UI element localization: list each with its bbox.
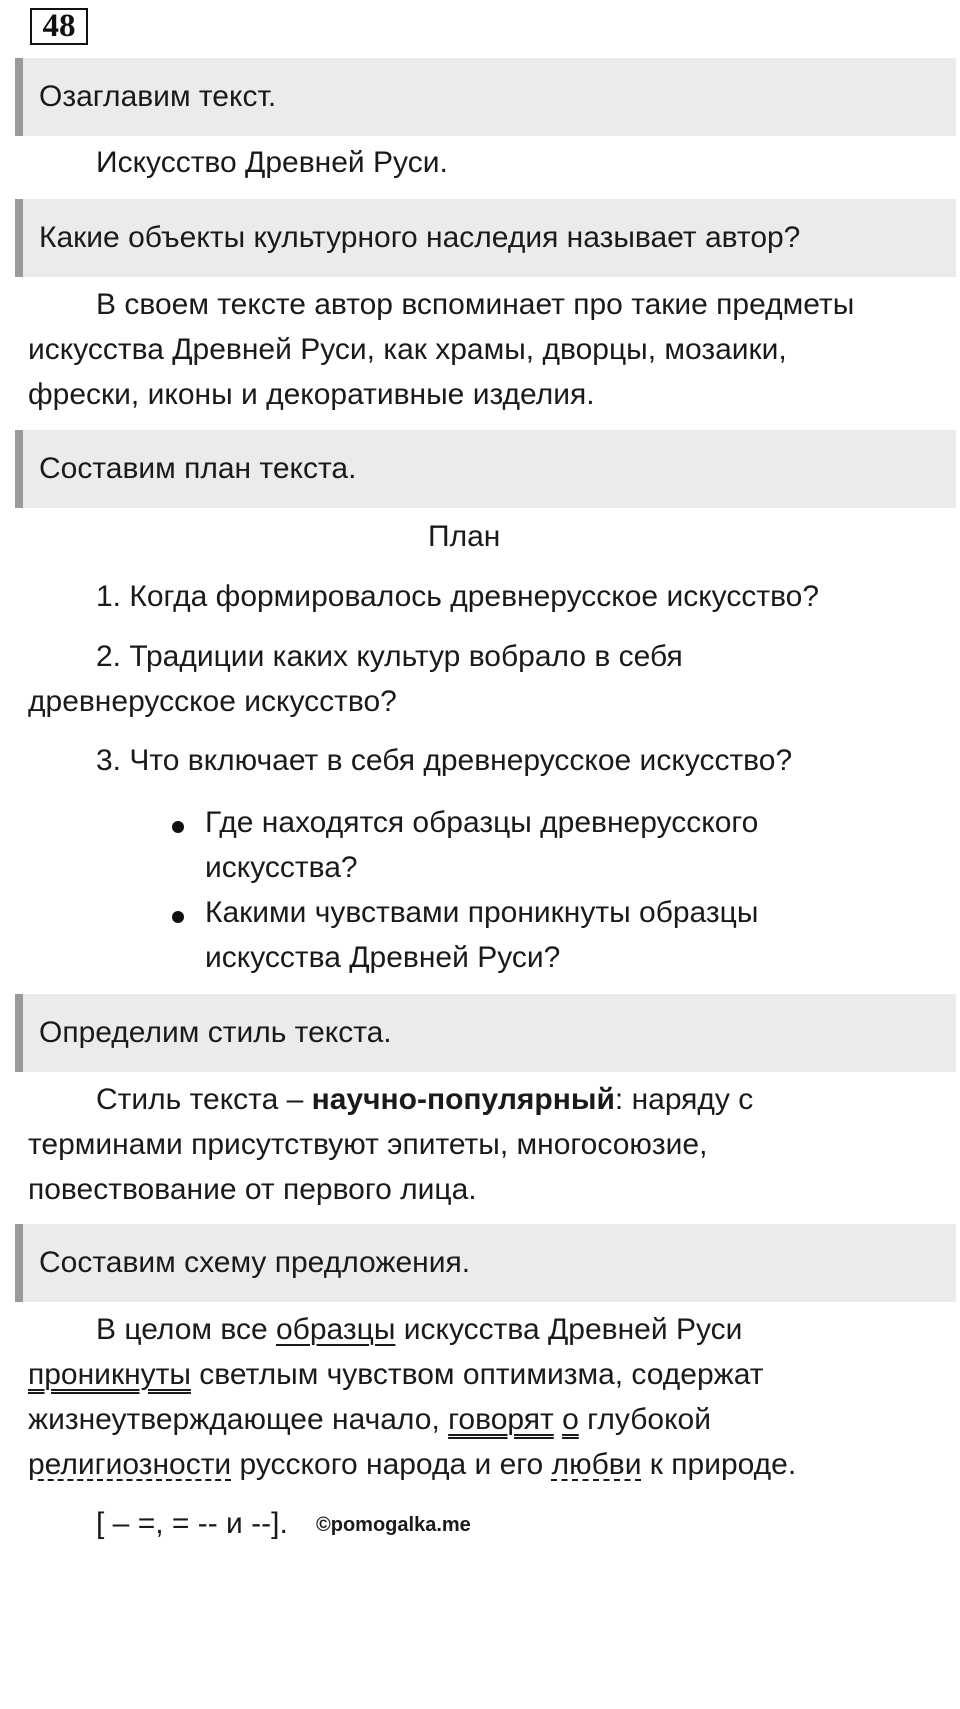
predicate-preposition: о	[562, 1403, 579, 1436]
task-number: 48	[30, 8, 88, 45]
plan-sub-2-line-1: Какими чувствами проникнуты образцы	[205, 896, 759, 929]
section-header-plan: Составим план текста.	[15, 430, 956, 508]
bullet-icon	[172, 821, 184, 833]
scheme-text: русского народа и его	[231, 1448, 552, 1481]
bullet-icon	[172, 911, 184, 923]
predicate-word: проникнуты	[28, 1358, 191, 1391]
objects-line-3: фрески, иконы и декоративные изделия.	[28, 378, 595, 411]
plan-item-2-line-2: древнерусское искусство?	[28, 685, 397, 718]
plan-sub-2-line-2: искусства Древней Руси?	[205, 941, 561, 974]
style-line-1	[96, 1083, 753, 1117]
scheme-line-3	[28, 1403, 711, 1437]
plan-item-3: 3. Что включает в себя древнерусское искусство?	[96, 744, 793, 777]
plan-sub-1-line-2: искусства?	[205, 851, 358, 884]
objects-line-1: В своем тексте автор вспоминает про такие предметы	[96, 288, 855, 321]
plan-item-2-line-1: 2. Традиции каких культур вобрало в себя	[96, 640, 683, 673]
scheme-formula: [ – =, = -- и --].	[96, 1507, 288, 1540]
object-word: религиозности	[28, 1448, 232, 1481]
scheme-line-4	[28, 1448, 796, 1482]
style-name: научно-популярный	[311, 1083, 615, 1116]
predicate-word: говорят	[448, 1403, 554, 1436]
scheme-text: жизнеутверждающее начало,	[28, 1403, 449, 1436]
plan-title: План	[428, 520, 501, 553]
scheme-text: светлым чувством оптимизма, содержат	[190, 1358, 764, 1391]
section-header-style: Определим стиль текста.	[15, 994, 956, 1072]
object-word: любви	[551, 1448, 642, 1481]
section-header-objects: Какие объекты культурного наследия называет автор?	[15, 199, 956, 277]
scheme-line-2	[28, 1358, 764, 1392]
scheme-text: к природе.	[641, 1448, 797, 1481]
scheme-line-1	[96, 1313, 742, 1347]
section-header-scheme: Составим схему предложения.	[15, 1224, 956, 1302]
scheme-space	[554, 1403, 562, 1436]
style-line-2: терминами присутствуют эпитеты, многосоюзие,	[28, 1128, 708, 1161]
subject-word: образцы	[276, 1313, 396, 1346]
style-line-3: повествование от первого лица.	[28, 1173, 477, 1206]
watermark: ©pomogalka.me	[316, 1514, 471, 1536]
scheme-text: В целом все	[96, 1313, 276, 1346]
objects-line-2: искусства Древней Руси, как храмы, дворцы, мозаики,	[28, 333, 787, 366]
plan-item-1: 1. Когда формировалось древнерусское искусство?	[96, 580, 820, 613]
section-header-title: Озаглавим текст.	[15, 58, 956, 136]
scheme-text: искусства Древней Руси	[395, 1313, 743, 1346]
style-prefix: Стиль текста –	[96, 1083, 312, 1116]
title-answer: Искусство Древней Руси.	[96, 146, 448, 179]
plan-sub-1-line-1: Где находятся образцы древнерусского	[205, 806, 759, 839]
scheme-text: глубокой	[578, 1403, 711, 1436]
style-suffix: : наряду с	[614, 1083, 754, 1116]
